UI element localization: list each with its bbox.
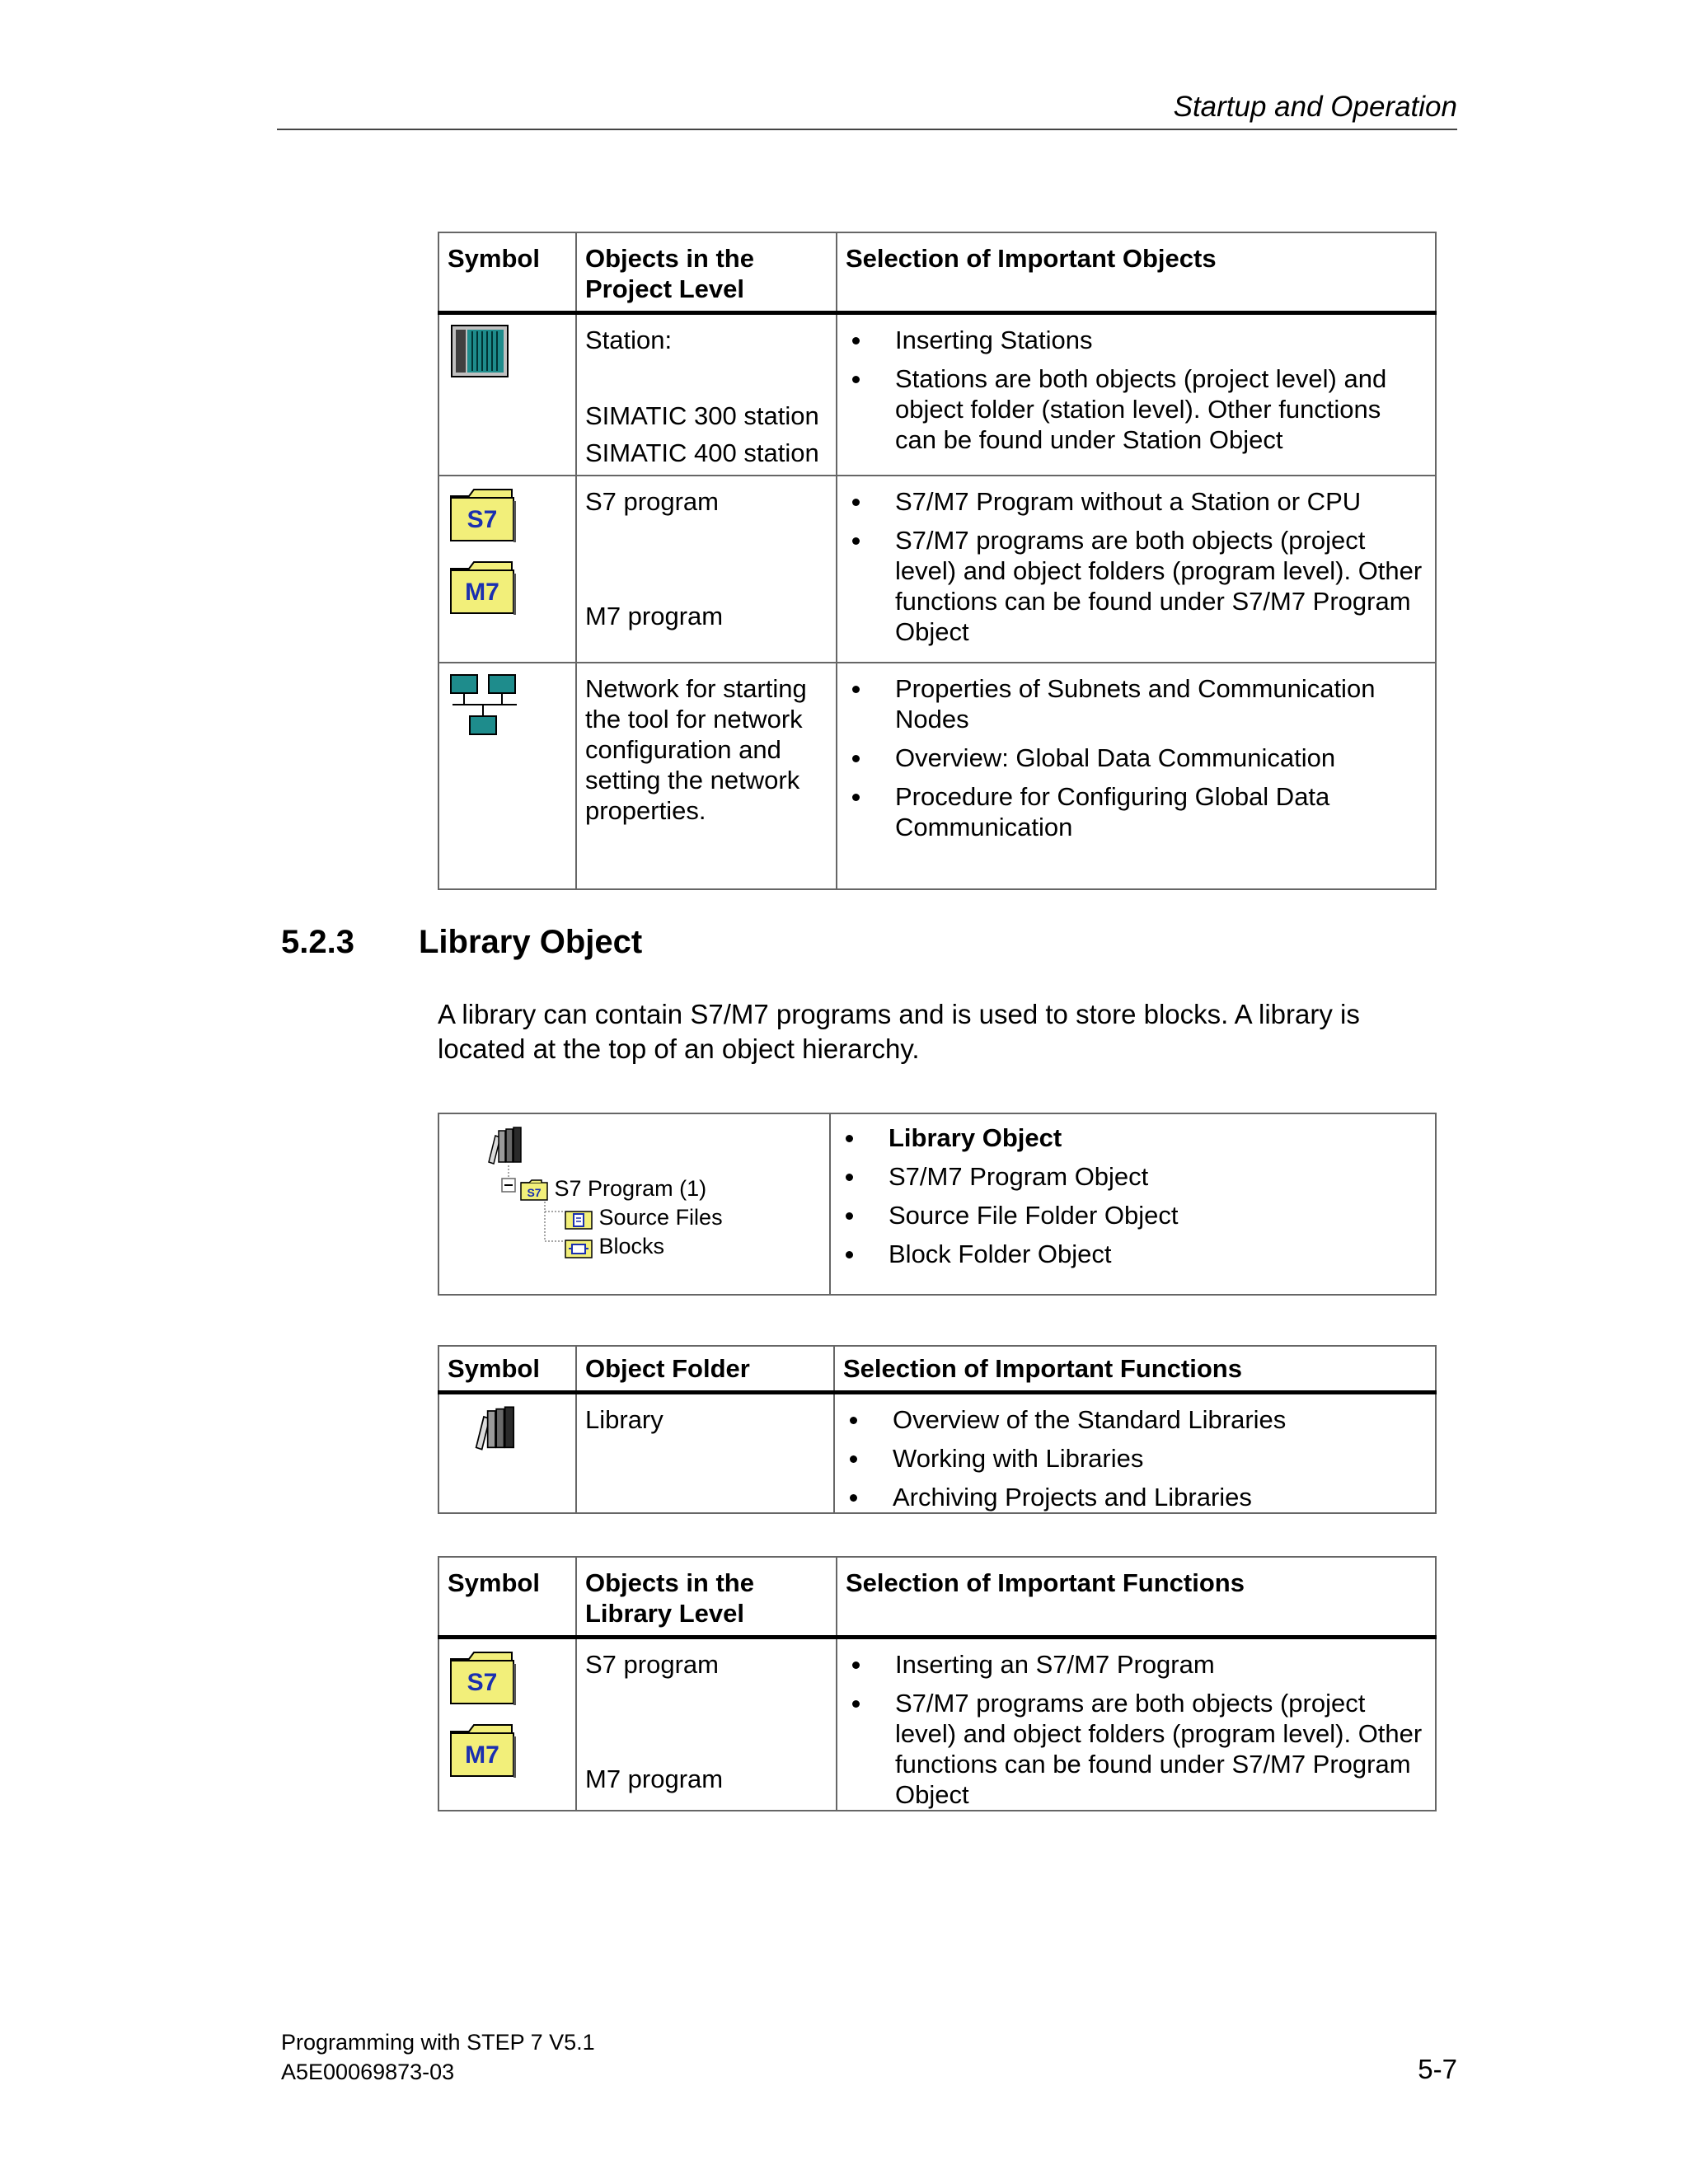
list-item: Block Folder Object — [839, 1239, 1425, 1269]
list-item: Stations are both objects (project level) and object folder (station level). Other functions can be found under Station Object — [846, 363, 1425, 455]
m7-folder-icon — [448, 1722, 517, 1779]
list-item: S7/M7 Program Object — [839, 1161, 1425, 1192]
objects-cell: S7 program M7 program — [576, 476, 837, 663]
col-header-selection: Selection of Important Functions — [837, 1557, 1436, 1638]
symbol-cell — [438, 1638, 576, 1811]
col-header-object-folder: Object Folder — [576, 1346, 834, 1393]
source-files-icon — [565, 1208, 593, 1230]
table-row — [438, 1393, 1436, 1514]
tree-source-files-label: Source Files — [598, 1205, 723, 1230]
list-item: Overview: Global Data Communication — [846, 743, 1425, 773]
list-item: Inserting Stations — [846, 325, 1425, 355]
svg-text:S7: S7 — [527, 1185, 542, 1199]
s7-folder-icon — [448, 486, 517, 544]
project-level-table — [438, 232, 1437, 890]
m7-folder-icon — [448, 559, 517, 616]
symbol-cell — [438, 663, 576, 889]
library-level-table — [438, 1556, 1437, 1811]
symbol-cell — [438, 313, 576, 476]
objects-cell: Library — [576, 1393, 834, 1514]
selection-cell — [837, 1638, 1436, 1811]
selection-cell — [834, 1393, 1436, 1514]
col-header-objects: Objects in the Project Level — [576, 232, 837, 313]
list-item: Source File Folder Object — [839, 1200, 1425, 1230]
list-item: S7/M7 Program without a Station or CPU — [846, 486, 1425, 517]
blocks-folder-icon — [565, 1237, 593, 1258]
tree-source-files-node[interactable] — [565, 1202, 723, 1233]
running-header: Startup and Operation — [1173, 91, 1457, 123]
objects-cell: S7 program M7 program — [576, 1638, 837, 1811]
table-row — [438, 313, 1436, 476]
table-header-row — [438, 1557, 1436, 1638]
footer-document-number: A5E00069873-03 — [281, 2060, 455, 2084]
footer-manual-title: Programming with STEP 7 V5.1 — [281, 2030, 595, 2055]
symbol-cell — [438, 1393, 576, 1514]
section-number: 5.2.3 — [281, 924, 354, 960]
svg-text:S7: S7 — [467, 1669, 498, 1696]
table-row — [438, 1638, 1436, 1811]
intro-paragraph: A library can contain S7/M7 programs and is used to store blocks. A library is located at the top of an object hierarchy. — [438, 999, 1360, 1064]
list-item: S7/M7 programs are both objects (project level) and object folders (program level). Other functions can be found under S7/M7 Program Object — [846, 1688, 1425, 1810]
tree-blocks-label: Blocks — [598, 1234, 665, 1258]
tree-program-label: S7 Program (1) — [554, 1176, 707, 1201]
list-item: Inserting an S7/M7 Program — [846, 1649, 1425, 1680]
s7-folder-icon — [448, 1649, 517, 1707]
tree-program-node[interactable] — [520, 1174, 706, 1204]
page-number: 5-7 — [1418, 2054, 1457, 2084]
selection-cell — [837, 663, 1436, 889]
tree-cell — [438, 1113, 830, 1295]
svg-text:S7: S7 — [467, 506, 498, 533]
list-item: Working with Libraries — [843, 1443, 1425, 1474]
list-item: S7/M7 programs are both objects (project level) and object folders (program level). Other functions can be found under S7/M7 Program Object — [846, 525, 1425, 647]
list-item: Overview of the Standard Libraries — [843, 1404, 1425, 1435]
symbol-cell — [438, 476, 576, 663]
station-icon — [451, 325, 509, 377]
table-header-row — [438, 1346, 1436, 1393]
library-icon — [485, 1126, 525, 1165]
table-row — [438, 476, 1436, 663]
svg-text:M7: M7 — [465, 579, 499, 606]
list-item: Library Object — [839, 1122, 1425, 1153]
table-row — [438, 1113, 1436, 1295]
col-header-selection: Selection of Important Functions — [834, 1346, 1436, 1393]
list-item: Archiving Projects and Libraries — [843, 1482, 1425, 1512]
col-header-symbol: Symbol — [438, 1557, 576, 1638]
network-icon — [448, 673, 522, 739]
objects-cell: Station: SIMATIC 300 station SIMATIC 400 station — [576, 313, 837, 476]
table-header-row — [438, 232, 1436, 313]
section-title: Library Object — [419, 924, 643, 960]
library-icon — [472, 1404, 518, 1452]
list-item: Properties of Subnets and Communication Nodes — [846, 673, 1425, 734]
col-header-objects: Objects in the Library Level — [576, 1557, 837, 1638]
objects-cell: Network for starting the tool for network configuration and setting the network properties. — [576, 663, 837, 889]
col-header-symbol: Symbol — [438, 232, 576, 313]
tree-blocks-node[interactable] — [565, 1231, 664, 1262]
table-row — [438, 663, 1436, 889]
col-header-selection: Selection of Important Objects — [837, 232, 1436, 313]
library-overview-table — [438, 1113, 1437, 1296]
header-rule — [277, 129, 1457, 130]
selection-cell — [837, 476, 1436, 663]
col-header-symbol: Symbol — [438, 1346, 576, 1393]
selection-cell — [837, 313, 1436, 476]
s7-program-icon — [520, 1179, 548, 1201]
library-items-cell — [830, 1113, 1436, 1295]
svg-text:M7: M7 — [465, 1741, 499, 1769]
list-item: Procedure for Configuring Global Data Communication — [846, 781, 1425, 842]
object-folder-table — [438, 1345, 1437, 1514]
